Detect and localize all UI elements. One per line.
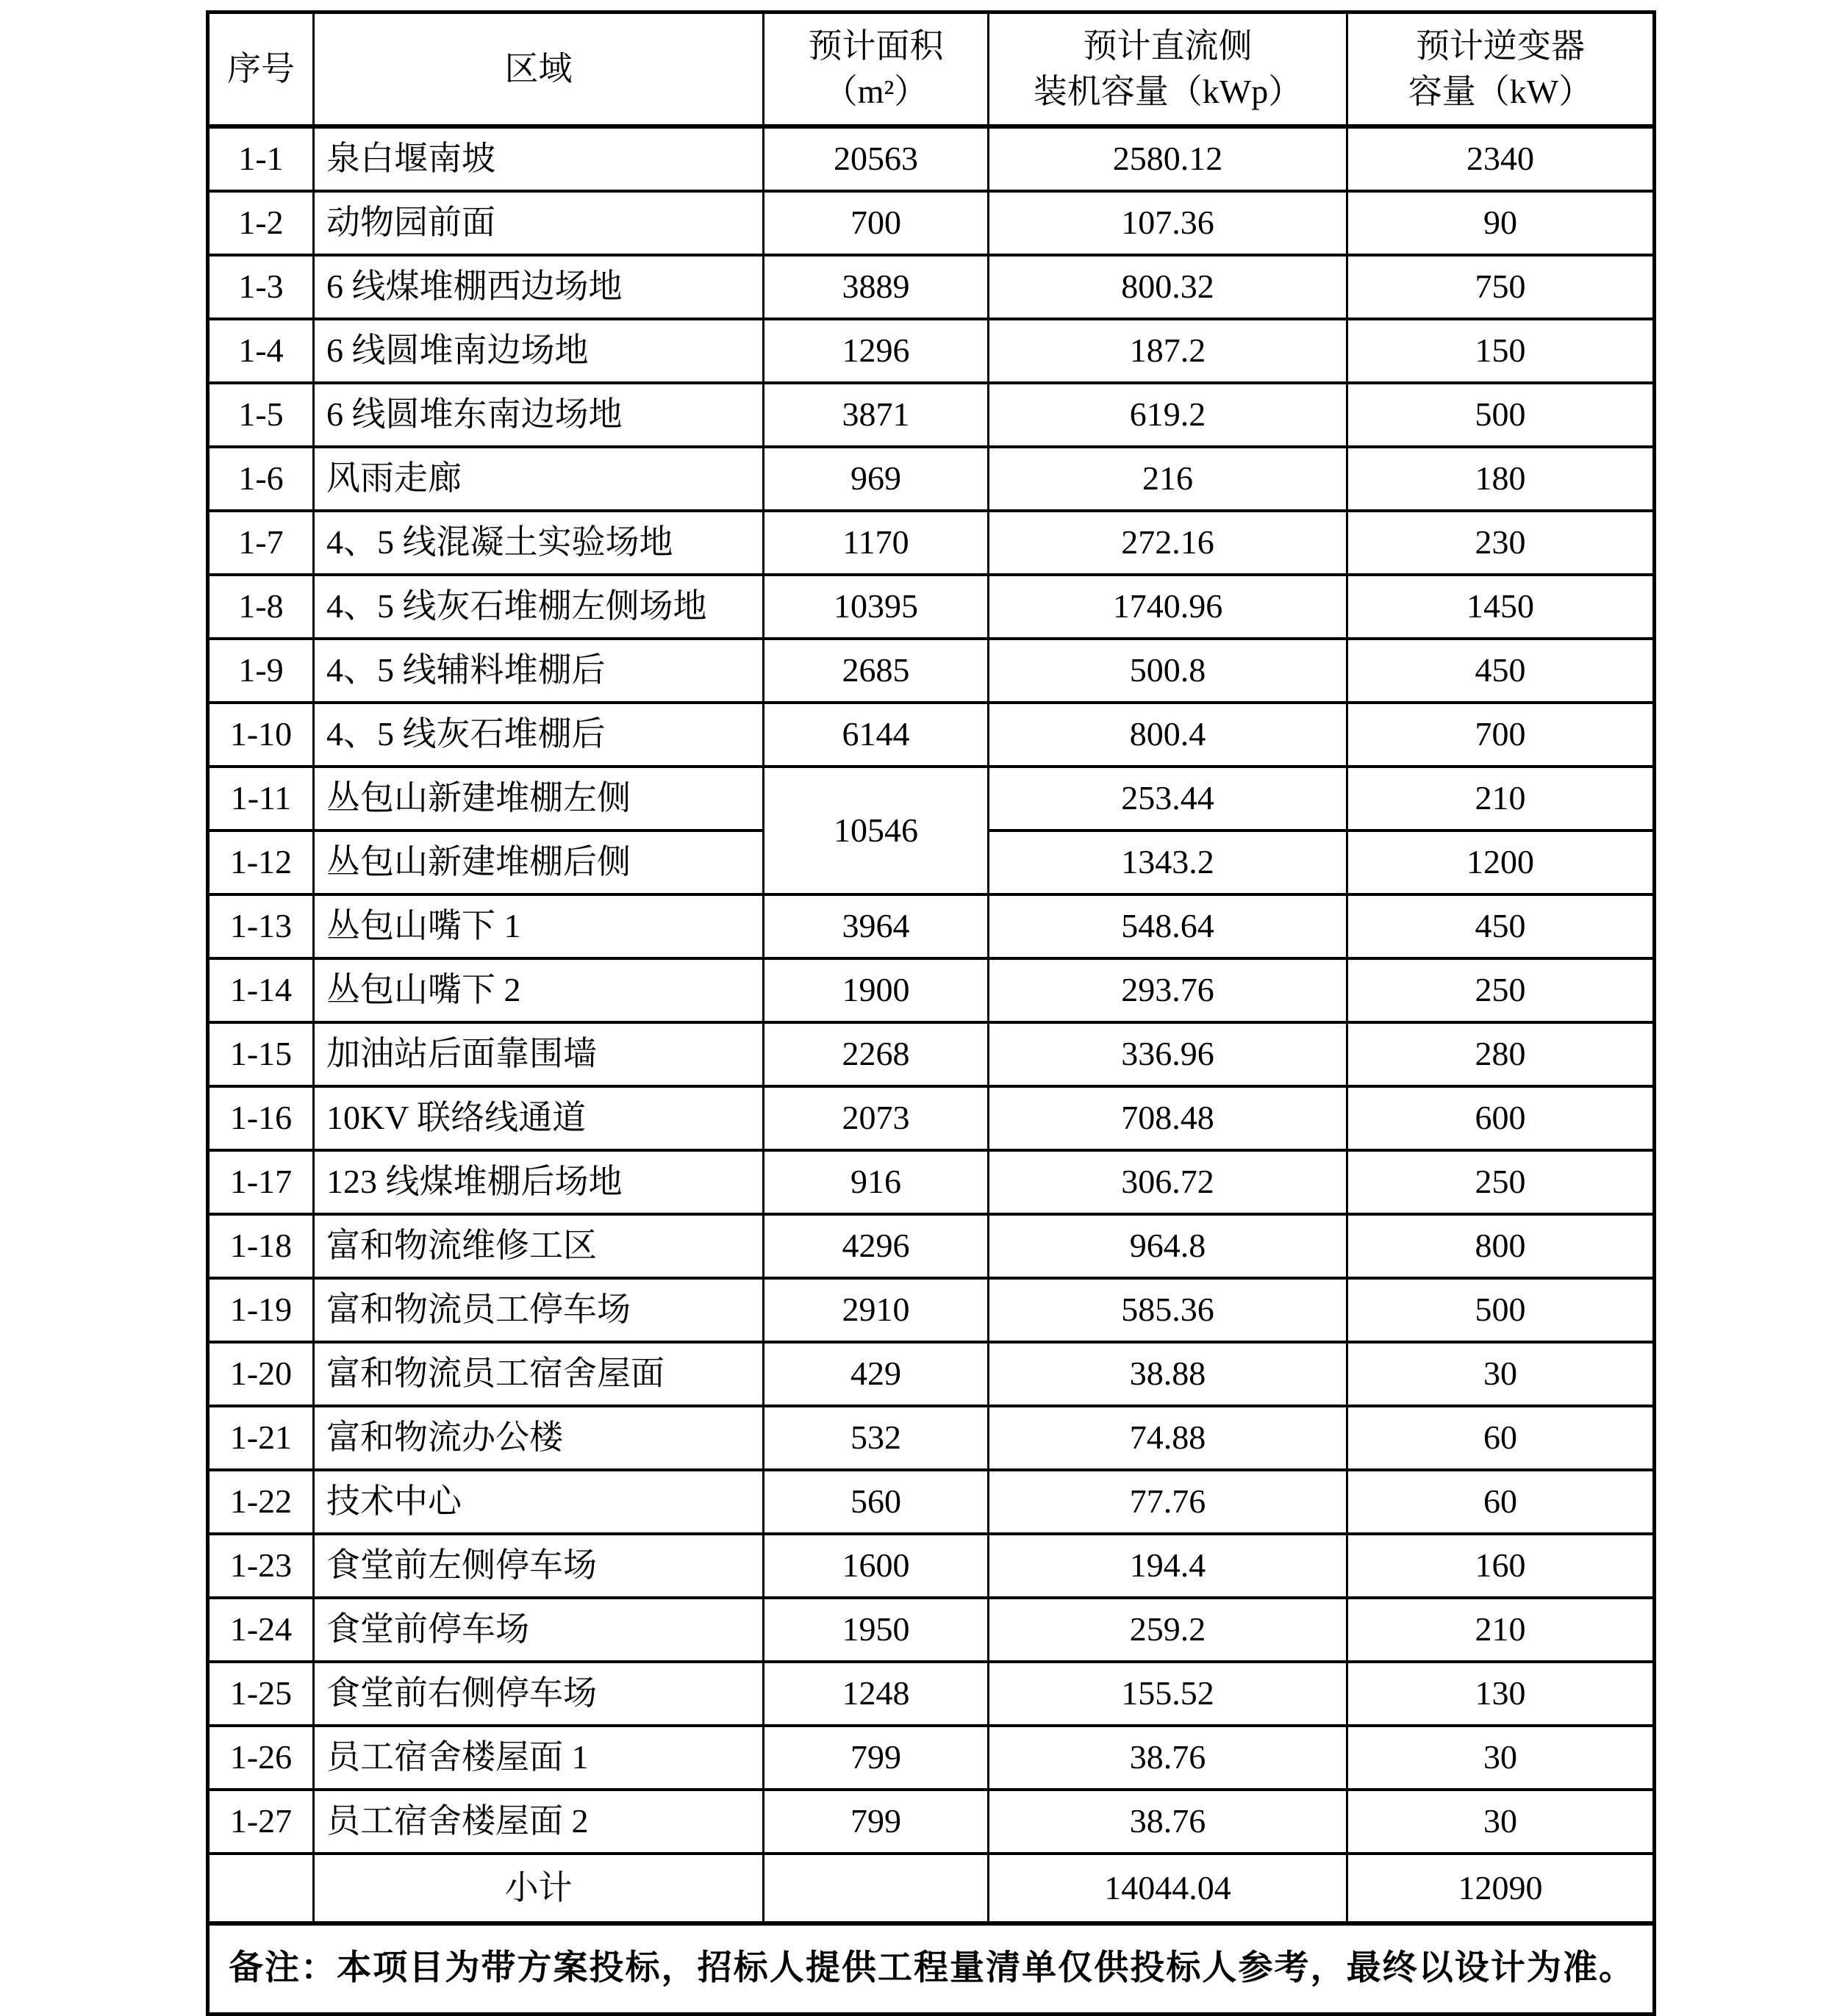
sqm-cell: 2910 [764,1278,989,1342]
kw-cell: 30 [1347,1342,1655,1406]
kw-cell: 150 [1347,319,1655,383]
seq-cell: 1-27 [208,1790,314,1854]
seq-cell: 1-21 [208,1406,314,1470]
header-line1: 序号 [227,50,295,87]
seq-cell: 1-19 [208,1278,314,1342]
table-row [208,958,1655,1022]
table-row [208,1598,1655,1662]
sqm-cell: 10395 [764,575,989,639]
sqm-cell: 1600 [764,1534,989,1598]
table-row [208,1662,1655,1726]
kw-cell: 250 [1347,958,1655,1022]
kwp-cell: 77.76 [989,1470,1347,1534]
kwp-cell: 194.4 [989,1534,1347,1598]
kw-cell: 30 [1347,1790,1655,1854]
seq-cell: 1-15 [208,1022,314,1086]
sqm-cell: 1296 [764,319,989,383]
sqm-cell: 1950 [764,1598,989,1662]
kwp-cell: 38.88 [989,1342,1347,1406]
kwp-cell: 216 [989,447,1347,511]
kwp-cell: 1343.2 [989,831,1347,894]
sqm-cell: 1170 [764,511,989,575]
remark-cell: 备注：本项目为带方案投标，招标人提供工程量清单仅供投标人参考，最终以设计为准。 [208,1923,1655,2015]
seq-cell: 1-2 [208,191,314,255]
kw-cell: 800 [1347,1214,1655,1278]
seq-cell: 1-23 [208,1534,314,1598]
sqm-cell: 799 [764,1726,989,1790]
table-row [208,1150,1655,1214]
kw-cell: 450 [1347,639,1655,703]
subtotal-seq-cell [208,1854,314,1923]
kwp-cell: 548.64 [989,894,1347,958]
seq-cell: 1-12 [208,831,314,894]
col-header-kwp [989,12,1347,127]
subtotal-label-cell: 小计 [314,1854,764,1923]
table-row [208,1726,1655,1790]
area-cell: 员工宿舍楼屋面 2 [314,1790,764,1854]
sqm-cell: 532 [764,1406,989,1470]
seq-cell: 1-18 [208,1214,314,1278]
table-row [208,126,1655,191]
seq-cell: 1-5 [208,383,314,447]
area-cell: 丛包山嘴下 2 [314,958,764,1022]
kw-cell: 130 [1347,1662,1655,1726]
pv-area-capacity-table [206,10,1656,2016]
kw-cell: 1200 [1347,831,1655,894]
kw-cell: 250 [1347,1150,1655,1214]
area-cell: 泉白堰南坡 [314,126,764,191]
seq-cell: 1-4 [208,319,314,383]
seq-cell: 1-3 [208,255,314,319]
table-row [208,1470,1655,1534]
table-row [208,639,1655,703]
table-row [208,1214,1655,1278]
kw-cell: 280 [1347,1022,1655,1086]
kw-cell: 60 [1347,1406,1655,1470]
area-cell: 丛包山嘴下 1 [314,894,764,958]
seq-cell: 1-16 [208,1086,314,1150]
kwp-cell: 293.76 [989,958,1347,1022]
col-header-no [208,12,314,127]
sqm-cell: 969 [764,447,989,511]
area-cell: 食堂前左侧停车场 [314,1534,764,1598]
area-cell: 6 线圆堆南边场地 [314,319,764,383]
seq-cell: 1-6 [208,447,314,511]
sqm-cell: 1248 [764,1662,989,1726]
sqm-cell: 10546 [764,767,989,894]
sqm-cell: 3964 [764,894,989,958]
area-cell: 6 线圆堆东南边场地 [314,383,764,447]
subtotal-kw-cell: 12090 [1347,1854,1655,1923]
kwp-cell: 272.16 [989,511,1347,575]
header-line2: 装机容量（kWp） [1033,73,1303,110]
area-cell: 食堂前停车场 [314,1598,764,1662]
table-row [208,255,1655,319]
kw-cell: 450 [1347,894,1655,958]
area-cell: 4、5 线灰石堆棚后 [314,703,764,767]
table-row [208,1534,1655,1598]
col-header-kw [1347,12,1655,127]
header-line1: 预计直流侧 [1083,27,1253,65]
area-cell: 动物园前面 [314,191,764,255]
seq-cell: 1-25 [208,1662,314,1726]
area-cell: 富和物流办公楼 [314,1406,764,1470]
kw-cell: 210 [1347,767,1655,831]
kwp-cell: 306.72 [989,1150,1347,1214]
sqm-cell: 2685 [764,639,989,703]
area-cell: 员工宿舍楼屋面 1 [314,1726,764,1790]
table-row [208,1086,1655,1150]
area-cell: 食堂前右侧停车场 [314,1662,764,1726]
table-row [208,703,1655,767]
subtotal-sqm-cell [764,1854,989,1923]
header-row [208,12,1655,127]
seq-cell: 1-7 [208,511,314,575]
table-row [208,1406,1655,1470]
area-cell: 技术中心 [314,1470,764,1534]
sqm-cell: 1900 [764,958,989,1022]
table-row [208,894,1655,958]
area-cell: 风雨走廊 [314,447,764,511]
sqm-cell: 6144 [764,703,989,767]
seq-cell: 1-24 [208,1598,314,1662]
seq-cell: 1-11 [208,767,314,831]
sqm-cell: 700 [764,191,989,255]
seq-cell: 1-14 [208,958,314,1022]
kwp-cell: 708.48 [989,1086,1347,1150]
header-line2: （m²） [823,73,928,110]
table-row [208,1790,1655,1854]
sqm-cell: 2268 [764,1022,989,1086]
sqm-cell: 560 [764,1470,989,1534]
area-cell: 4、5 线灰石堆棚左侧场地 [314,575,764,639]
sqm-cell: 916 [764,1150,989,1214]
kwp-cell: 155.52 [989,1662,1347,1726]
header-line1: 预计逆变器 [1416,27,1585,65]
pv-area-capacity-table-wrap [206,10,1652,2016]
kw-cell: 750 [1347,255,1655,319]
kwp-cell: 336.96 [989,1022,1347,1086]
kwp-cell: 585.36 [989,1278,1347,1342]
area-cell: 10KV 联络线通道 [314,1086,764,1150]
area-cell: 123 线煤堆棚后场地 [314,1150,764,1214]
kwp-cell: 800.4 [989,703,1347,767]
table-row [208,767,1655,831]
seq-cell: 1-1 [208,126,314,191]
sqm-cell: 4296 [764,1214,989,1278]
kw-cell: 60 [1347,1470,1655,1534]
kwp-cell: 500.8 [989,639,1347,703]
col-header-area [314,12,764,127]
kwp-cell: 259.2 [989,1598,1347,1662]
table-row [208,447,1655,511]
table-row [208,1278,1655,1342]
table-row [208,383,1655,447]
kwp-cell: 964.8 [989,1214,1347,1278]
kw-cell: 230 [1347,511,1655,575]
kwp-cell: 1740.96 [989,575,1347,639]
kw-cell: 90 [1347,191,1655,255]
sqm-cell: 2073 [764,1086,989,1150]
area-cell: 富和物流员工停车场 [314,1278,764,1342]
kw-cell: 600 [1347,1086,1655,1150]
kw-cell: 700 [1347,703,1655,767]
seq-cell: 1-9 [208,639,314,703]
kwp-cell: 38.76 [989,1790,1347,1854]
sqm-cell: 3871 [764,383,989,447]
kw-cell: 1450 [1347,575,1655,639]
kwp-cell: 74.88 [989,1406,1347,1470]
kwp-cell: 619.2 [989,383,1347,447]
kwp-cell: 253.44 [989,767,1347,831]
kw-cell: 2340 [1347,126,1655,191]
sqm-cell: 20563 [764,126,989,191]
kw-cell: 210 [1347,1598,1655,1662]
seq-cell: 1-13 [208,894,314,958]
area-cell: 4、5 线混凝土实验场地 [314,511,764,575]
area-cell: 6 线煤堆棚西边场地 [314,255,764,319]
area-cell: 加油站后面靠围墙 [314,1022,764,1086]
table-header [208,12,1655,127]
kwp-cell: 2580.12 [989,126,1347,191]
area-cell: 富和物流员工宿舍屋面 [314,1342,764,1406]
seq-cell: 1-22 [208,1470,314,1534]
kw-cell: 160 [1347,1534,1655,1598]
header-line1: 区域 [504,50,573,87]
kw-cell: 180 [1347,447,1655,511]
seq-cell: 1-8 [208,575,314,639]
subtotal-kwp-cell: 14044.04 [989,1854,1347,1923]
area-cell: 丛包山新建堆棚左侧 [314,767,764,831]
seq-cell: 1-17 [208,1150,314,1214]
kwp-cell: 800.32 [989,255,1347,319]
header-line1: 预计面积 [808,27,944,65]
sqm-cell: 799 [764,1790,989,1854]
table-row [208,511,1655,575]
kwp-cell: 107.36 [989,191,1347,255]
sqm-cell: 3889 [764,255,989,319]
col-header-sqm [764,12,989,127]
subtotal-row [208,1854,1655,1923]
area-cell: 4、5 线辅料堆棚后 [314,639,764,703]
seq-cell: 1-20 [208,1342,314,1406]
kw-cell: 30 [1347,1726,1655,1790]
seq-cell: 1-10 [208,703,314,767]
seq-cell: 1-26 [208,1726,314,1790]
sqm-cell: 429 [764,1342,989,1406]
area-cell: 富和物流维修工区 [314,1214,764,1278]
area-cell: 丛包山新建堆棚后侧 [314,831,764,894]
kw-cell: 500 [1347,383,1655,447]
remark-row [208,1923,1655,2015]
kwp-cell: 187.2 [989,319,1347,383]
table-row [208,1022,1655,1086]
table-row [208,1342,1655,1406]
table-row [208,575,1655,639]
kwp-cell: 38.76 [989,1726,1347,1790]
table-row [208,191,1655,255]
header-line2: 容量（kW） [1408,73,1593,110]
table-row [208,319,1655,383]
table-body [208,126,1655,2015]
kw-cell: 500 [1347,1278,1655,1342]
